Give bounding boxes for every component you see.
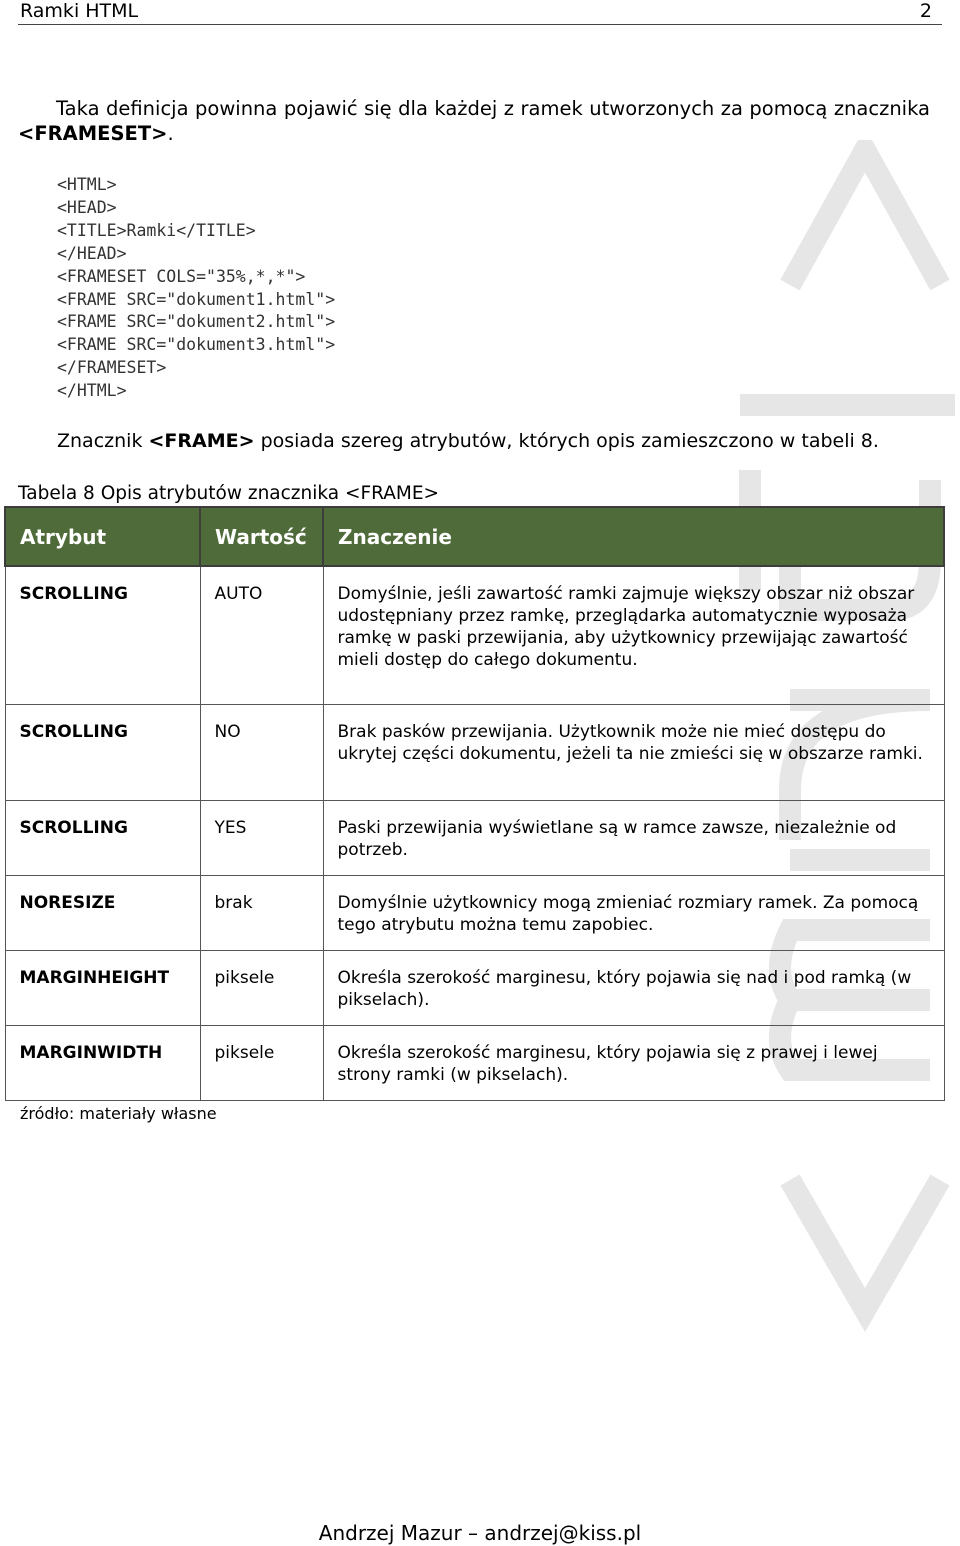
attribute-cell: NORESIZE [5,876,200,951]
meaning-cell: Określa szerokość marginesu, który pojawia się z prawej i lewej strony ramki (w pikselach). [323,1026,944,1101]
meaning-cell: Określa szerokość marginesu, który pojawia się nad i pod ramką (w pikselach). [323,951,944,1026]
column-header-attribute: Atrybut [5,507,200,566]
code-line: </FRAMESET> [57,358,167,378]
meaning-cell: Domyślnie użytkownicy mogą zmieniać rozmiary ramek. Za pomocą tego atrybutu można temu zapobiec. [323,876,944,951]
meaning-cell: Brak pasków przewijania. Użytkownik może nie mieć dostępu do ukrytej części dokumentu, jeżeli ta nie zmieści się w obszarze ramki. [323,705,944,801]
value-cell: AUTO [200,566,323,705]
sentence-after: posiada szereg atrybutów, których opis zamieszczono w tabeli 8. [254,430,879,452]
attribute-cell: SCROLLING [5,801,200,876]
code-line: <HEAD> [57,197,117,217]
intro-tag: <FRAMESET> [18,122,168,145]
table-row [5,566,944,705]
page-footer: Andrzej Mazur – andrzej@kiss.pl [318,1521,642,1545]
intro-paragraph [18,96,930,146]
column-header-value: Wartość [200,507,323,566]
page-header [18,0,942,25]
page-number: 2 [919,0,932,22]
attribute-cell: MARGINHEIGHT [5,951,200,1026]
code-line: <FRAME SRC="dokument3.html"> [57,335,336,355]
code-line: </HTML> [57,381,127,401]
code-line: </HEAD> [57,243,127,263]
table-header-row [5,507,944,566]
value-cell: piksele [200,1026,323,1101]
header-title: Ramki HTML [20,0,139,22]
table-source-note: źródło: materiały własne [20,1104,217,1123]
table-caption: Tabela 8 Opis atrybutów znacznika <FRAME> [18,483,440,504]
table-row [5,801,944,876]
table-row [5,951,944,1026]
attribute-cell: SCROLLING [5,566,200,705]
value-cell: YES [200,801,323,876]
value-cell: NO [200,705,323,801]
code-listing [57,174,335,403]
meaning-cell: Domyślnie, jeśli zawartość ramki zajmuje większy obszar niż obszar udostępniany przez ramkę, przeglądarka automatycznie wyposaża ramkę w paski przewijania, aby użytkownicy przewijając zawartość mieli dostęp do całego dokumentu. [323,566,944,705]
intro-end: . [167,122,174,145]
sentence-tag: <FRAME> [148,430,255,452]
code-line: <FRAME SRC="dokument2.html"> [57,312,336,332]
code-line: <FRAMESET COLS="35%,*,*"> [57,266,306,286]
column-header-meaning: Znaczenie [323,507,944,566]
code-line: <FRAME SRC="dokument1.html"> [57,289,336,309]
table-row [5,1026,944,1101]
attributes-table [4,506,945,1101]
intro-text: Taka definicja powinna pojawić się dla każdej z ramek utworzonych za pomocą znacznika [56,97,930,120]
code-line: <HTML> [57,175,117,194]
attribute-cell: MARGINWIDTH [5,1026,200,1101]
table-intro-sentence [57,429,947,453]
meaning-cell: Paski przewijania wyświetlane są w ramce zawsze, niezależnie od potrzeb. [323,801,944,876]
table-row [5,705,944,801]
sentence-before: Znacznik [57,430,149,452]
value-cell: brak [200,876,323,951]
attribute-cell: SCROLLING [5,705,200,801]
value-cell: piksele [200,951,323,1026]
table-row [5,876,944,951]
code-line: <TITLE>Ramki</TITLE> [57,220,256,240]
